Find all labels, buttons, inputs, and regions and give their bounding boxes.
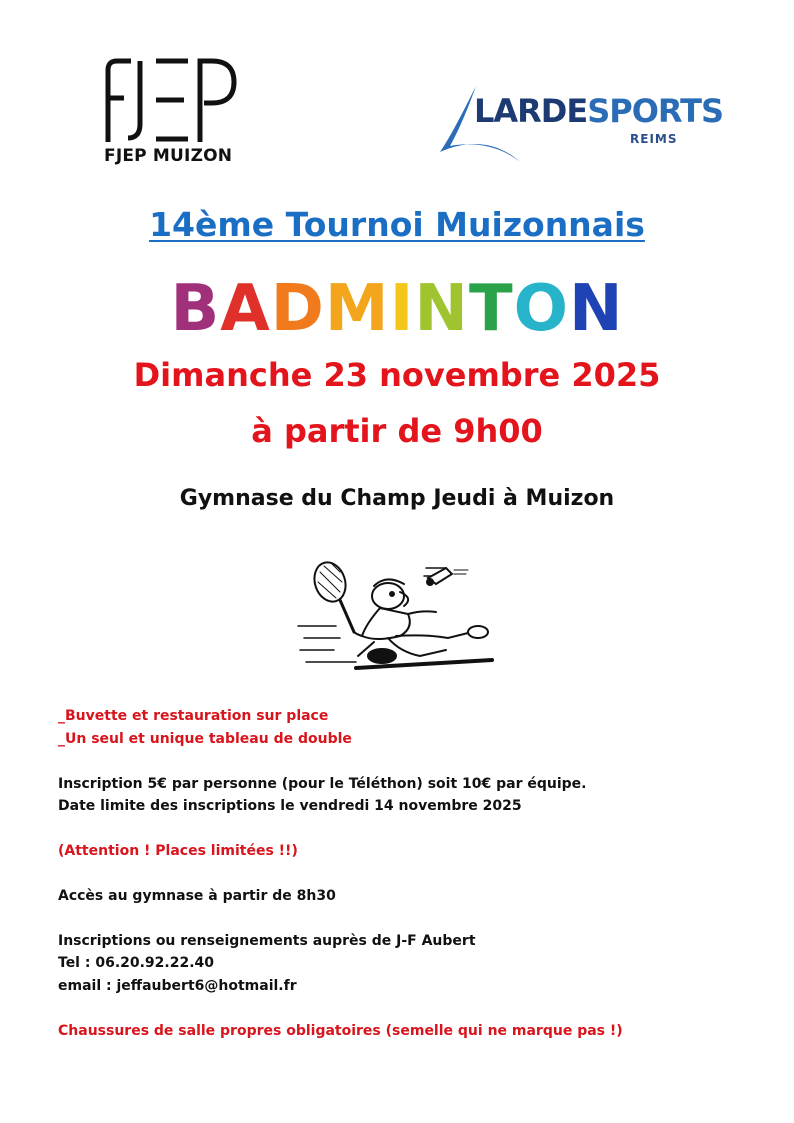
- info-tableau: _Un seul et unique tableau de double: [58, 731, 352, 747]
- sport-letter: B: [170, 272, 221, 346]
- info-buvette: _Buvette et restauration sur place: [58, 708, 329, 724]
- badminton-player-illustration: [296, 552, 496, 680]
- tournament-title: 14ème Tournoi Muizonnais: [149, 205, 645, 244]
- info-warning: (Attention ! Places limitées !!): [58, 843, 298, 859]
- lardesports-city: REIMS: [630, 132, 678, 146]
- event-time: à partir de 9h00: [251, 412, 543, 450]
- lardesports-logo: [436, 82, 723, 172]
- lardesports-word-part1: LARDE: [474, 92, 588, 130]
- info-access: Accès au gymnase à partir de 8h30: [58, 888, 336, 904]
- info-inscription-fee: Inscription 5€ par personne (pour le Téléthon) soit 10€ par équipe.: [58, 776, 587, 792]
- info-deadline: Date limite des inscriptions le vendredi 14 novembre 2025: [58, 798, 522, 814]
- event-date: Dimanche 23 novembre 2025: [133, 356, 661, 394]
- sport-letter: T: [468, 272, 514, 346]
- info-shoes: Chaussures de salle propres obligatoires (semelle qui ne marque pas !): [58, 1023, 623, 1039]
- sport-letter: A: [220, 272, 271, 346]
- fjep-logo-mark: [104, 58, 238, 142]
- sport-letter: O: [513, 272, 569, 346]
- fjep-logo-text: FJEP MUIZON: [104, 146, 233, 166]
- lardesports-wordmark: [474, 92, 723, 130]
- info-tel: Tel : 06.20.92.22.40: [58, 955, 215, 971]
- sport-letter: I: [389, 272, 415, 346]
- info-email: email : jeffaubert6@hotmail.fr: [58, 978, 297, 994]
- lardesports-word-part2: SPORTS: [587, 92, 723, 130]
- event-venue: Gymnase du Champ Jeudi à Muizon: [179, 486, 615, 511]
- sport-letter: M: [324, 272, 390, 346]
- sport-letter: N: [569, 272, 624, 346]
- sport-letter: D: [270, 272, 325, 346]
- sport-letter: N: [414, 272, 469, 346]
- info-contact: Inscriptions ou renseignements auprès de J-F Aubert: [58, 933, 476, 949]
- fjep-logo: [104, 58, 244, 173]
- sport-name: [0, 272, 794, 346]
